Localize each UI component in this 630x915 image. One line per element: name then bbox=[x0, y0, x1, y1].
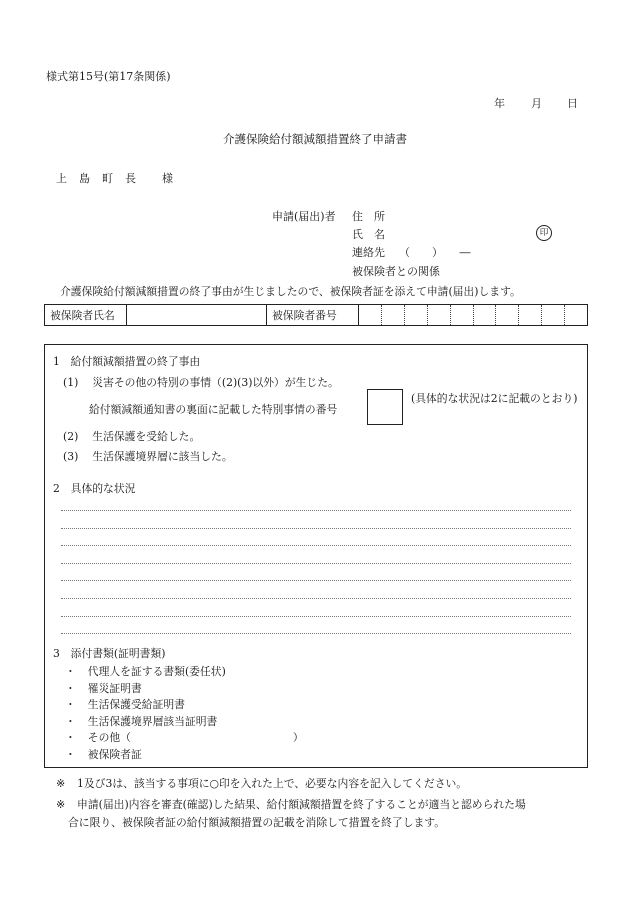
insured-number-label: 被保険者番号 bbox=[267, 305, 359, 326]
attachment-item[interactable] bbox=[65, 747, 142, 762]
relation-label: 被保険者との関係 bbox=[352, 265, 440, 278]
reason-item-2-num: (2) bbox=[63, 430, 79, 443]
intro-text: 介護保険給付額減額措置の終了事由が生じましたので、被保険者証を添えて申請(届出)します。 bbox=[60, 285, 521, 298]
contact-label: 連絡先 bbox=[352, 246, 385, 259]
address-label: 住 所 bbox=[352, 210, 385, 223]
reason-item-2-text: 生活保護を受給した。 bbox=[92, 430, 201, 443]
addressee-name: 上島町長 bbox=[56, 172, 148, 185]
insured-number-digits bbox=[359, 305, 587, 325]
section3-heading: 3 添付書類(証明書類) bbox=[53, 647, 166, 660]
attachment-bullet: ・ bbox=[65, 714, 76, 728]
reason-item-2[interactable] bbox=[63, 429, 200, 444]
attachment-item-text: その他（ ） bbox=[87, 731, 304, 744]
insured-number-digit-cell[interactable] bbox=[473, 305, 496, 325]
situation-line[interactable] bbox=[61, 580, 571, 581]
form-number: 様式第15号(第17条関係) bbox=[46, 70, 171, 83]
attachment-bullet: ・ bbox=[65, 747, 76, 761]
attachment-bullet: ・ bbox=[65, 731, 76, 744]
note-2-text-1: 申請(届出)内容を審査(確認)した結果、給付額減額措置を終了することが適当と認められた場 bbox=[77, 798, 526, 811]
situation-line[interactable] bbox=[61, 633, 571, 634]
attachment-item[interactable] bbox=[65, 730, 304, 745]
seal-mark: 印 bbox=[536, 225, 552, 241]
note-1 bbox=[56, 776, 467, 791]
insured-number-digit-cell[interactable] bbox=[359, 305, 381, 325]
attachment-item-text: 生活保護受給証明書 bbox=[87, 698, 185, 711]
addressee-honorific: 様 bbox=[162, 172, 173, 185]
attachment-item-text: 代理人を証する書類(委任状) bbox=[87, 665, 226, 678]
attachment-item[interactable] bbox=[65, 664, 226, 679]
insured-name-field[interactable] bbox=[127, 305, 267, 326]
insured-number-field[interactable] bbox=[359, 305, 588, 326]
note-2-mark: ※ bbox=[56, 798, 66, 811]
applicant-label: 申請(届出)者 bbox=[272, 210, 336, 223]
insured-number-digit-cell[interactable] bbox=[495, 305, 518, 325]
insured-number-digit-cell[interactable] bbox=[518, 305, 541, 325]
insured-number-digit-cell[interactable] bbox=[404, 305, 427, 325]
addressee bbox=[56, 170, 173, 186]
situation-line[interactable] bbox=[61, 510, 571, 511]
date-month: 月 bbox=[531, 97, 542, 110]
reason-item-3[interactable] bbox=[63, 449, 233, 464]
insured-number-digit-cell[interactable] bbox=[381, 305, 404, 325]
special-number-label: 給付額減額通知書の裏面に記載した特別事情の番号 bbox=[89, 403, 338, 416]
insured-number-digit-cell[interactable] bbox=[564, 305, 587, 325]
situation-line[interactable] bbox=[61, 598, 571, 599]
reason-item-1-text: 災害その他の特別の事情（(2)(3)以外）が生じた。 bbox=[92, 376, 339, 389]
name-label: 氏 名 bbox=[352, 228, 385, 241]
reason-item-3-num: (3) bbox=[63, 450, 79, 463]
attachment-item[interactable] bbox=[65, 681, 142, 696]
attachment-item[interactable] bbox=[65, 697, 185, 712]
reason-item-1-num: (1) bbox=[63, 376, 79, 389]
side-note: (具体的な状況は2に記載のとおり) bbox=[411, 392, 578, 405]
attachment-item-text: 生活保護境界層該当証明書 bbox=[87, 714, 218, 728]
date-line bbox=[494, 95, 578, 111]
note-1-text: 1及び3は、該当する事項に○印を入れた上で、必要な内容を記入してください。 bbox=[77, 777, 468, 790]
attachment-bullet: ・ bbox=[65, 665, 76, 678]
insured-number-digit-cell[interactable] bbox=[450, 305, 473, 325]
special-number-box[interactable] bbox=[367, 389, 403, 425]
reason-item-1[interactable] bbox=[63, 375, 339, 390]
attachment-item[interactable] bbox=[65, 714, 217, 729]
main-form-box bbox=[44, 344, 588, 768]
contact-row bbox=[352, 244, 471, 260]
note-2-text-2: 合に限り、被保険者証の給付額減額措置の記載を消除して措置を終了します。 bbox=[68, 816, 446, 829]
date-day: 日 bbox=[567, 97, 578, 110]
note-2 bbox=[56, 797, 526, 812]
attachment-bullet: ・ bbox=[65, 681, 76, 695]
insured-info-table bbox=[44, 304, 588, 326]
document-title: 介護保険給付額減額措置終了申請書 bbox=[223, 132, 407, 146]
attachment-item-text: 被保険者証 bbox=[87, 747, 142, 761]
situation-line[interactable] bbox=[61, 545, 571, 546]
attachment-item-text: 罹災証明書 bbox=[87, 681, 142, 695]
date-year: 年 bbox=[494, 97, 505, 110]
section2-heading: 2 具体的な状況 bbox=[53, 482, 136, 495]
section1-heading: 1 給付額減額措置の終了事由 bbox=[53, 355, 201, 368]
insured-name-label: 被保険者氏名 bbox=[45, 305, 127, 326]
situation-line[interactable] bbox=[61, 616, 571, 617]
insured-number-digit-cell[interactable] bbox=[427, 305, 450, 325]
contact-format: （ ） ― bbox=[399, 246, 471, 259]
note-1-mark: ※ bbox=[56, 777, 66, 790]
situation-line[interactable] bbox=[61, 528, 571, 529]
situation-line[interactable] bbox=[61, 563, 571, 564]
attachment-bullet: ・ bbox=[65, 698, 76, 711]
reason-item-3-text: 生活保護境界層に該当した。 bbox=[92, 450, 233, 463]
insured-number-digit-cell[interactable] bbox=[541, 305, 564, 325]
